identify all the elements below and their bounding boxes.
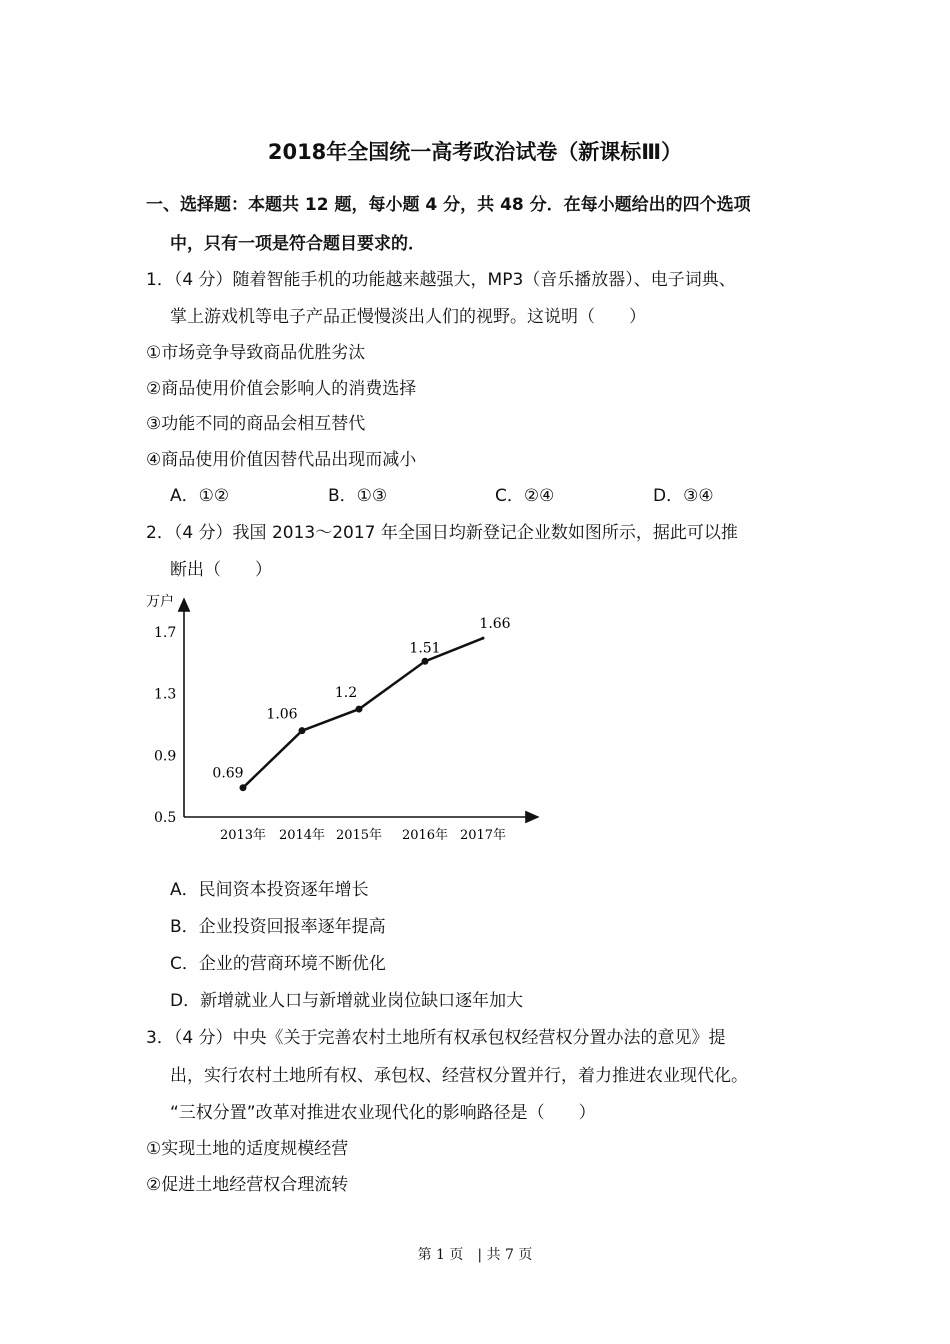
x-tick-label: 2015年 [335,828,383,843]
q1-option-b: B．①③ [328,486,388,506]
y-tick-label: 1.3 [154,686,177,703]
section-heading-line1: 一、选择题：本题共 12 题，每小题 4 分，共 48 分．在每小题给出的四个选项 [146,195,751,215]
data-point [299,727,306,734]
x-tick-label: 2013年 [219,828,267,843]
section-heading-line2: 中，只有一项是符合题目要求的． [170,234,425,254]
x-tick-label: 2017年 [459,828,507,843]
q3-stem-line2: 出，实行农村土地所有权、承包权、经营权分置并行，着力推进农业现代化。 [170,1066,748,1086]
data-label: 1.66 [479,616,511,633]
q3-stem-line1: 3．（4 分）中央《关于完善农村土地所有权承包权经营权分置办法的意见》提 [146,1028,726,1048]
q1-stem-line1: 1．（4 分）随着智能手机的功能越来越强大，MP3（音乐播放器）、电子词典、 [146,270,736,290]
data-point [422,658,429,665]
y-tick-label: 1.7 [154,625,177,641]
q1-statement: ②商品使用价值会影响人的消费选择 [146,379,417,399]
q2-option-a: A．民间资本投资逐年增长 [170,880,369,900]
q2-option-b: B．企业投资回报率逐年提高 [170,917,386,937]
y-tick-label: 0.9 [154,748,177,765]
x-tick-label: 2014年 [278,828,326,843]
data-point [356,706,363,713]
q1-stem-line2: 掌上游戏机等电子产品正慢慢淡出人们的视野。这说明（ ） [170,307,646,327]
q1-statement: ③功能不同的商品会相互替代 [146,414,366,434]
q1-option-a: A．①② [170,486,230,506]
page-footer: 第 1 页 | 共 7 页 [417,1247,533,1263]
q1-statement: ①市场竞争导致商品优胜劣汰 [146,343,366,363]
data-point [240,784,247,791]
q2-option-c: C．企业的营商环境不断优化 [170,954,386,974]
page-title: 2018年全国统一高考政治试卷（新课标Ⅲ） [267,140,683,164]
q1-statement: ④商品使用价值因替代品出现而减小 [146,450,417,470]
data-point [482,637,485,640]
q3-statement: ②促进土地经营权合理流转 [146,1175,349,1195]
q3-statement: ①实现土地的适度规模经营 [146,1139,349,1159]
data-label: 1.51 [409,640,441,657]
q1-option-d: D．③④ [653,486,714,506]
data-label: 1.06 [266,706,298,723]
data-label: 1.2 [334,685,358,702]
q2-option-d: D．新增就业人口与新增就业岗位缺口逐年加大 [170,991,524,1011]
q2-stem-line2: 断出（ ） [170,560,272,580]
y-axis-label: 万户 [146,594,174,610]
q2-stem-line1: 2．（4 分）我国 2013～2017 年全国日均新登记企业数如图所示，据此可以推 [146,523,738,543]
x-tick-label: 2016年 [401,828,449,843]
y-tick-label: 0.5 [154,810,177,826]
q3-stem-line3: “三权分置”改革对推进农业现代化的影响路径是（ ） [170,1103,596,1123]
line-chart [140,585,560,850]
q1-option-c: C．②④ [495,486,555,506]
data-label: 0.69 [212,765,244,782]
